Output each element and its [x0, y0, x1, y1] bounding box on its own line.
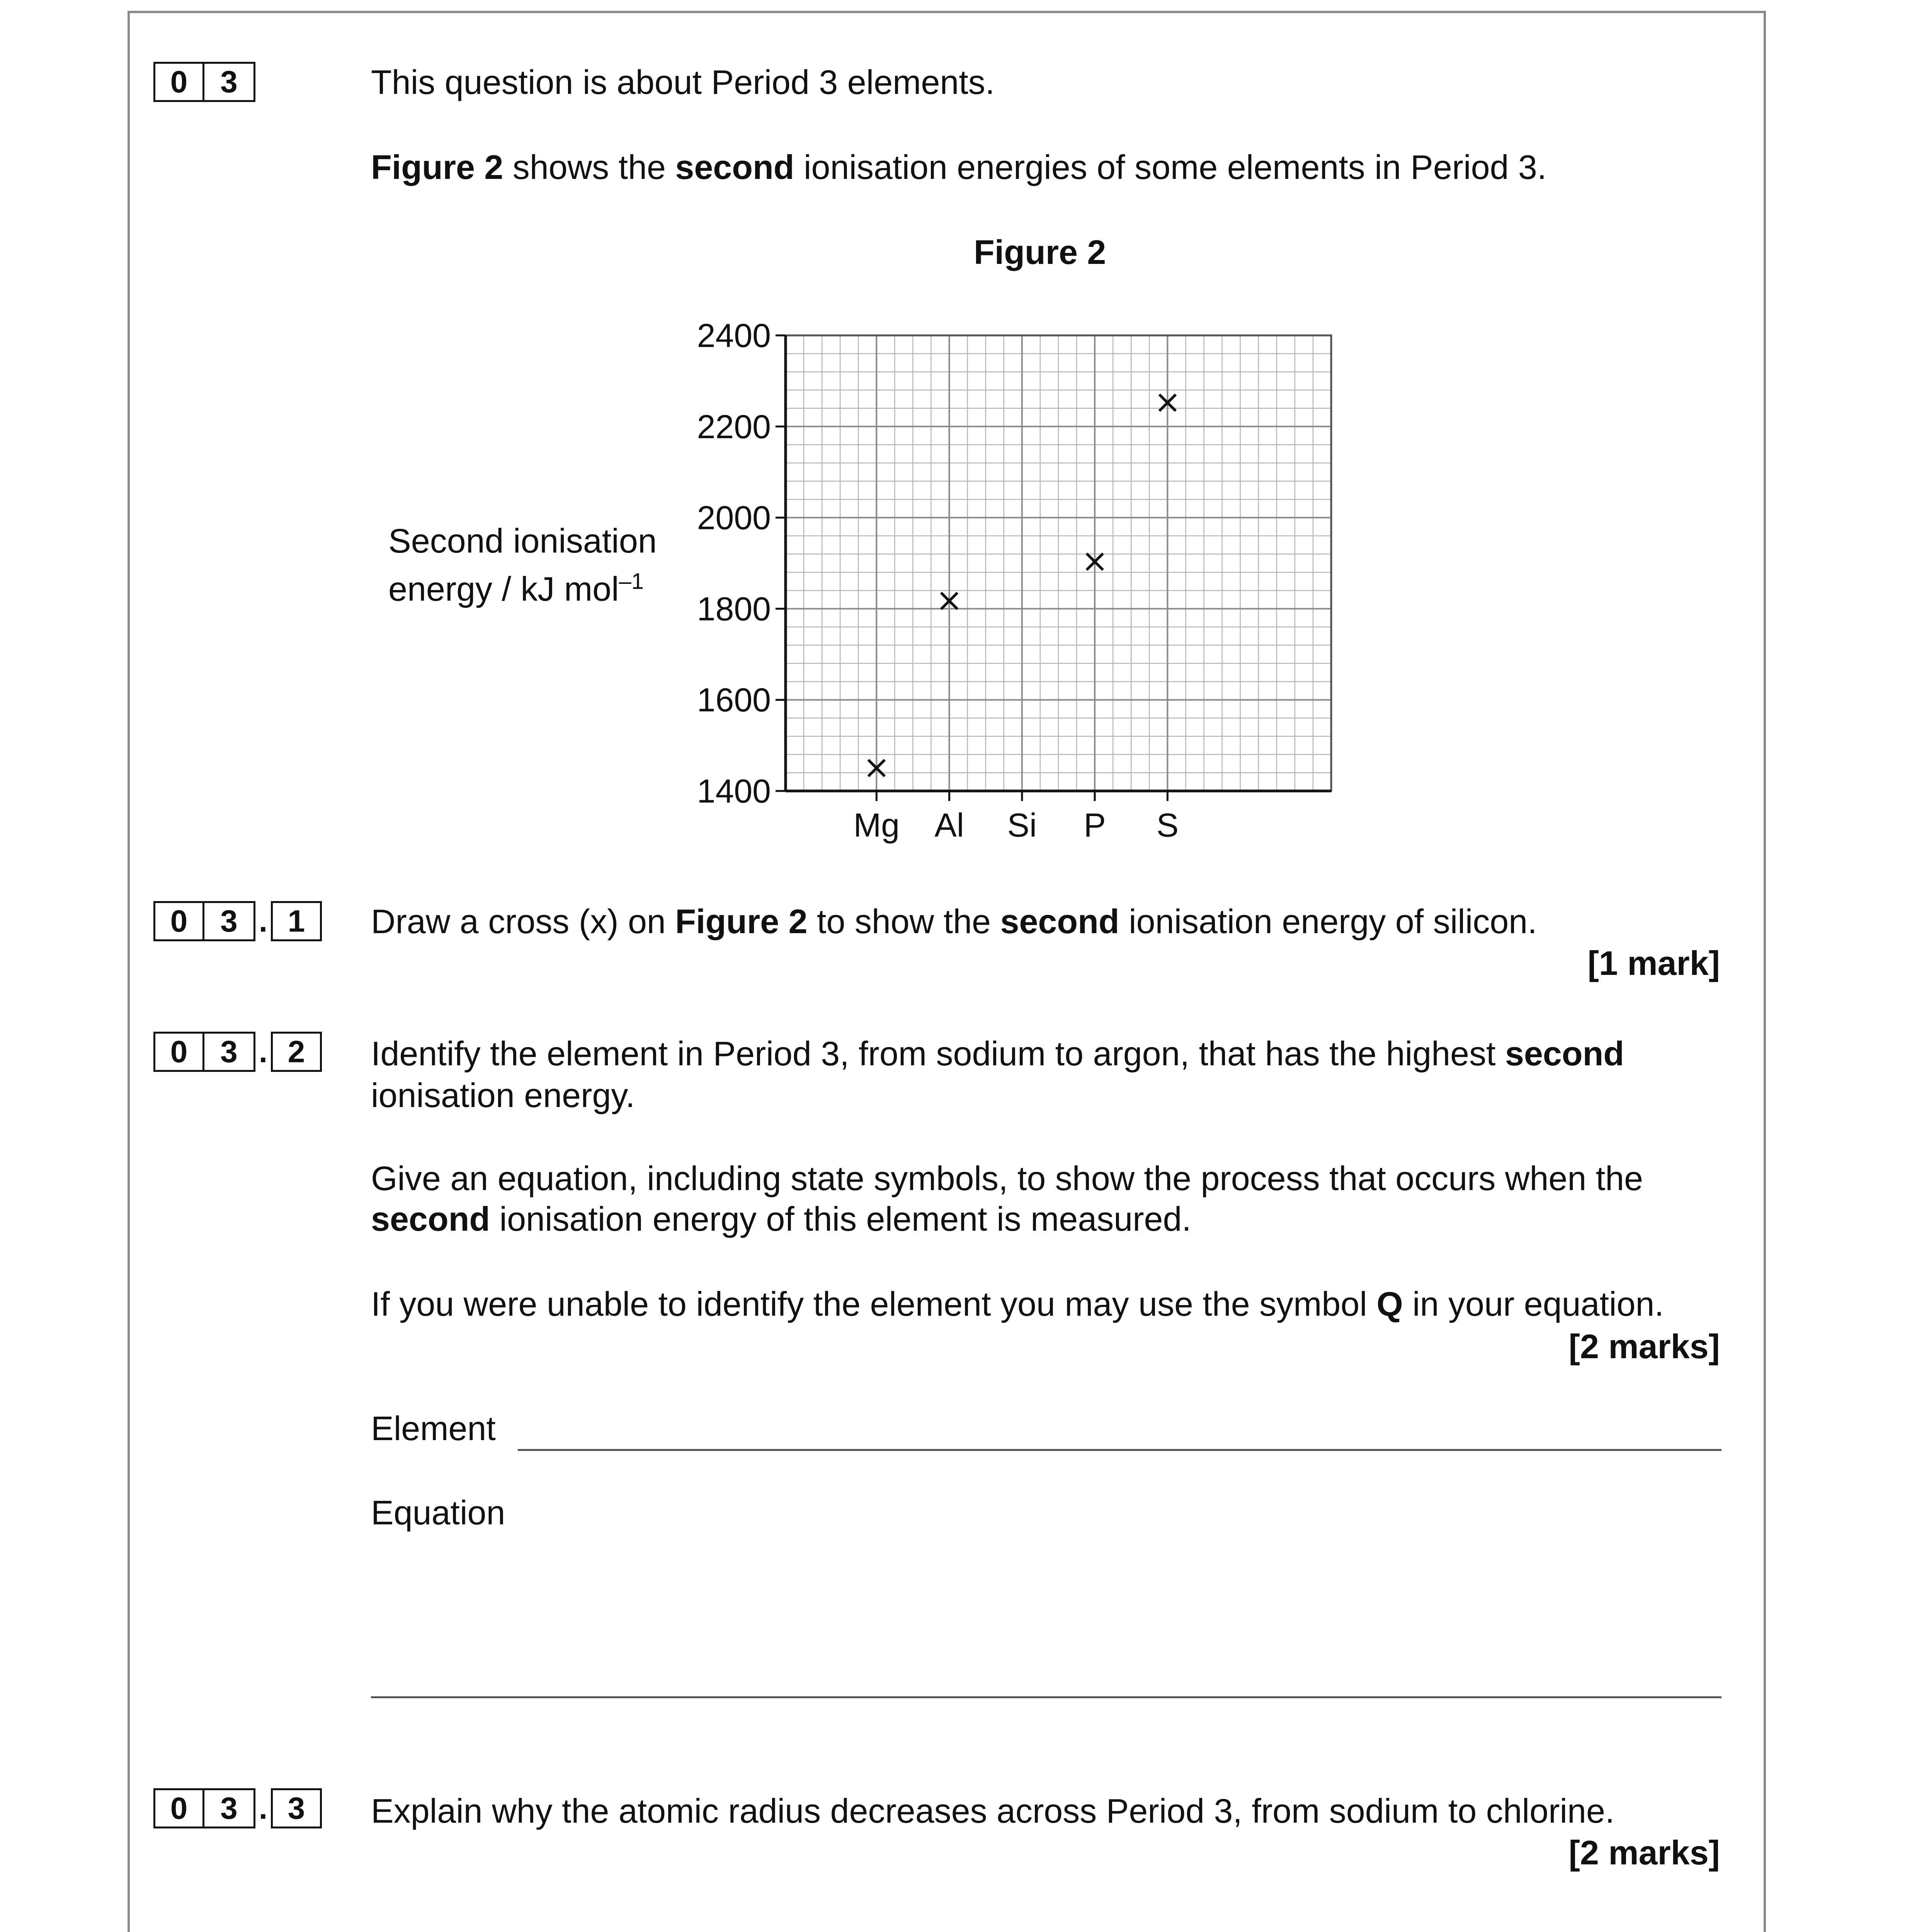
figure-ref: Figure 2	[371, 148, 503, 186]
y-tick-labels	[697, 317, 771, 810]
part-number-box-03-2: 0 3 . 2	[153, 1032, 322, 1072]
element-label: Element	[371, 1409, 496, 1447]
x-tick-label: S	[1156, 807, 1179, 844]
data-point-cross: ×	[863, 748, 890, 786]
y-tick-label: 2400	[697, 317, 771, 354]
figure-title: Figure 2	[974, 233, 1106, 271]
part-03-2-line4: second ionisation energy of this element is measured.	[371, 1200, 1191, 1238]
part-03-2-line3: Give an equation, including state symbols, to show the process that occurs when the	[371, 1159, 1643, 1197]
y-tick-label: 2200	[697, 408, 771, 446]
data-point-cross: ×	[1154, 383, 1181, 421]
part-03-3-marks: [2 marks]	[1568, 1833, 1720, 1872]
part-03-2-line5: If you were unable to identify the element you may use the symbol Q in your equation.	[371, 1285, 1664, 1323]
x-tick-labels	[854, 807, 1179, 844]
x-tick-label: Si	[1007, 807, 1037, 844]
part-03-2-line1: Identify the element in Period 3, from sodium to argon, that has the highest second	[371, 1034, 1624, 1073]
x-tick-label: P	[1084, 807, 1106, 844]
part-03-2-marks: [2 marks]	[1568, 1327, 1720, 1366]
part-03-1-prompt: Draw a cross (x) on Figure 2 to show the second ionisation energy of silicon.	[371, 902, 1537, 940]
qnum-digit: 0	[153, 62, 204, 102]
question-intro: This question is about Period 3 elements.	[371, 63, 995, 101]
y-tick-label: 2000	[697, 499, 771, 537]
x-tick-label: Al	[934, 807, 964, 844]
equation-answer-line[interactable]	[371, 1696, 1721, 1698]
y-axis-label-line2: energy / kJ mol$^{-1}$	[388, 569, 644, 608]
chart-axes	[776, 335, 1331, 801]
part-number-box-03-3: 0 3 . 3	[153, 1788, 322, 1828]
y-axis-label-line1: Second ionisation	[388, 522, 657, 560]
data-point-cross: ×	[936, 581, 963, 619]
y-tick-label: 1800	[697, 590, 771, 628]
data-point-cross: ×	[1081, 541, 1109, 580]
part-03-3-prompt: Explain why the atomic radius decreases across Period 3, from sodium to chlorine.	[371, 1792, 1615, 1830]
x-tick-label: Mg	[853, 807, 900, 844]
part-03-2-line2: ionisation energy.	[371, 1076, 635, 1114]
emphasis-second: second	[675, 148, 794, 186]
part-number-box-03-1: 0 3 . 1	[153, 901, 322, 941]
figure-intro: Figure 2 shows the second ionisation energies of some elements in Period 3.	[371, 148, 1547, 186]
y-tick-label: 1600	[697, 682, 771, 719]
grid-minor	[786, 335, 1331, 791]
equation-label: Equation	[371, 1493, 505, 1532]
y-tick-label: 1400	[697, 773, 771, 810]
part-03-1-marks: [1 mark]	[1587, 944, 1720, 982]
element-answer-line[interactable]	[518, 1449, 1721, 1451]
qnum-digit: 3	[204, 62, 255, 102]
